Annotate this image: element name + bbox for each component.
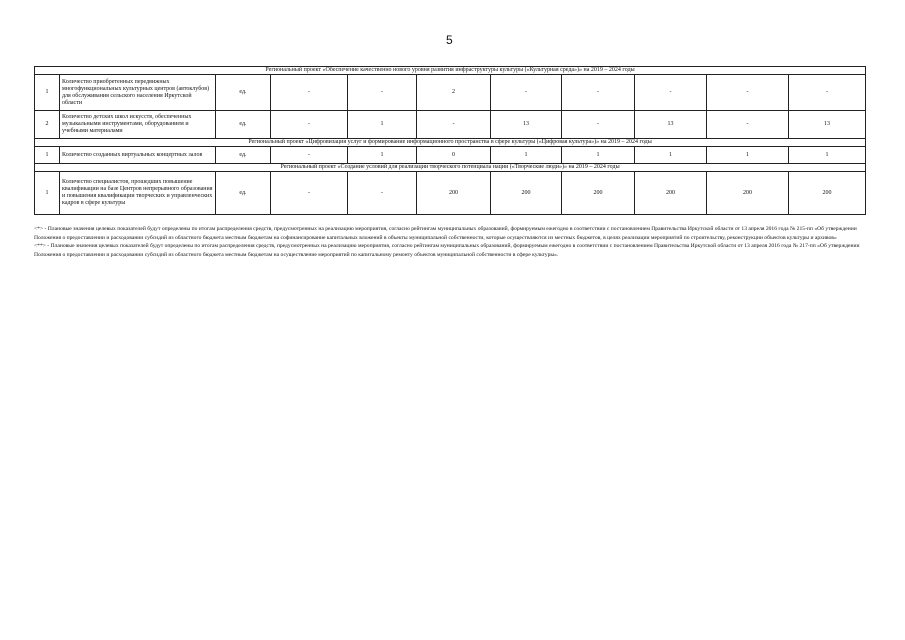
value-cell: 13 bbox=[491, 111, 562, 139]
value-cell: - bbox=[635, 75, 707, 111]
table-row bbox=[35, 172, 866, 215]
footnotes bbox=[34, 225, 865, 259]
row-number: 1 bbox=[35, 147, 60, 164]
value-cell: 1 bbox=[491, 147, 562, 164]
value-cell: 1 bbox=[348, 147, 417, 164]
section-title: Региональный проект «Обеспечение качественно нового уровня развития инфраструктуры культуры («Культурная среда»)» на 2019 – 2024 годы bbox=[35, 67, 866, 75]
value-cell: - bbox=[271, 75, 348, 111]
value-cell: - bbox=[707, 75, 789, 111]
value-cell: - bbox=[789, 75, 866, 111]
value-cell: - bbox=[348, 75, 417, 111]
value-cell: - bbox=[348, 172, 417, 215]
section-header bbox=[35, 67, 866, 75]
unit-cell: ед. bbox=[216, 111, 271, 139]
section-title: Региональный проект «Цифровизация услуг и формирование информационного пространства в сфере культуры («Цифровая культура»)» на 2019 – 2024 годы bbox=[35, 139, 866, 147]
unit-cell: ед. bbox=[216, 147, 271, 164]
page-number: 5 bbox=[446, 33, 453, 47]
value-cell: 1 bbox=[635, 147, 707, 164]
value-cell: 2 bbox=[417, 75, 491, 111]
value-cell: - bbox=[562, 111, 635, 139]
value-cell: - bbox=[271, 147, 348, 164]
indicator-name: Количество специалистов, прошедших повышение квалификации на базе Центров непрерывного образования и повышения квалификации творческих и управленческих кадров в сфере культуры bbox=[60, 172, 216, 215]
value-cell: 1 bbox=[707, 147, 789, 164]
row-number: 1 bbox=[35, 172, 60, 215]
value-cell: - bbox=[271, 172, 348, 215]
value-cell: 1 bbox=[789, 147, 866, 164]
value-cell: - bbox=[562, 75, 635, 111]
value-cell: 200 bbox=[635, 172, 707, 215]
value-cell: 200 bbox=[789, 172, 866, 215]
table-row bbox=[35, 147, 866, 164]
footnote: <*> - Плановые значения целевых показателей будут определены по итогам распределения средств, предусмотренных на реализацию мероприятия, согласно рейтингам муниципальных образований, формируемым ежегодно в соответствии с постановлением Правительства Иркутской области от 13 апреля 2016 года № 215-пп «Об утверждении Положения о предоставлении и расходовании субсидий из областного бюджета местным бюджетам на софинансирование капитальных вложений в объекты муниципальной собственности, которые осуществляются из местных бюджетов, в целях реализации мероприятий по строительству, реконструкции объектов культуры и архивов» bbox=[34, 226, 857, 241]
value-cell: 13 bbox=[789, 111, 866, 139]
value-cell: 13 bbox=[635, 111, 707, 139]
value-cell: 200 bbox=[562, 172, 635, 215]
value-cell: 1 bbox=[562, 147, 635, 164]
section-header bbox=[35, 139, 866, 147]
value-cell: 1 bbox=[348, 111, 417, 139]
value-cell: - bbox=[491, 75, 562, 111]
value-cell: 200 bbox=[707, 172, 789, 215]
table-row bbox=[35, 111, 866, 139]
value-cell: - bbox=[417, 111, 491, 139]
indicator-name: Количество приобретенных передвижных многофункциональных культурных центров (автоклубов) для обслуживания сельского населения Иркутской области bbox=[60, 75, 216, 111]
footnote: <**> - Плановые значения целевых показателей будут определены по итогам распределения средств, предусмотренных на реализацию мероприятия, согласно рейтингам муниципальных образований, формируемым ежегодно в соответствии с постановлением Правительства Иркутской области от 13 апреля 2016 года № 217-пп «Об утверждении Положения о предоставлении и расходовании субсидий из областного бюджета местным бюджетам на осуществление мероприятий по капитальному ремонту объектов муниципальной собственности в сфере культуры». bbox=[34, 243, 860, 258]
section-title: Региональный проект «Создание условий для реализации творческого потенциала нации («Творческие люди»)» на 2019 – 2024 годы bbox=[35, 164, 866, 172]
value-cell: 200 bbox=[491, 172, 562, 215]
value-cell: 200 bbox=[417, 172, 491, 215]
indicator-name: Количество детских школ искусств, обеспеченных музыкальными инструментами, оборудованием и учебными материалами bbox=[60, 111, 216, 139]
value-cell: - bbox=[707, 111, 789, 139]
row-number: 2 bbox=[35, 111, 60, 139]
row-number: 1 bbox=[35, 75, 60, 111]
unit-cell: ед. bbox=[216, 75, 271, 111]
indicator-name: Количество созданных виртуальных концертных залов bbox=[60, 147, 216, 164]
value-cell: - bbox=[271, 111, 348, 139]
indicators-table bbox=[34, 66, 866, 215]
unit-cell: ед. bbox=[216, 172, 271, 215]
section-header bbox=[35, 164, 866, 172]
table-body bbox=[35, 67, 866, 215]
value-cell: 0 bbox=[417, 147, 491, 164]
table-row bbox=[35, 75, 866, 111]
